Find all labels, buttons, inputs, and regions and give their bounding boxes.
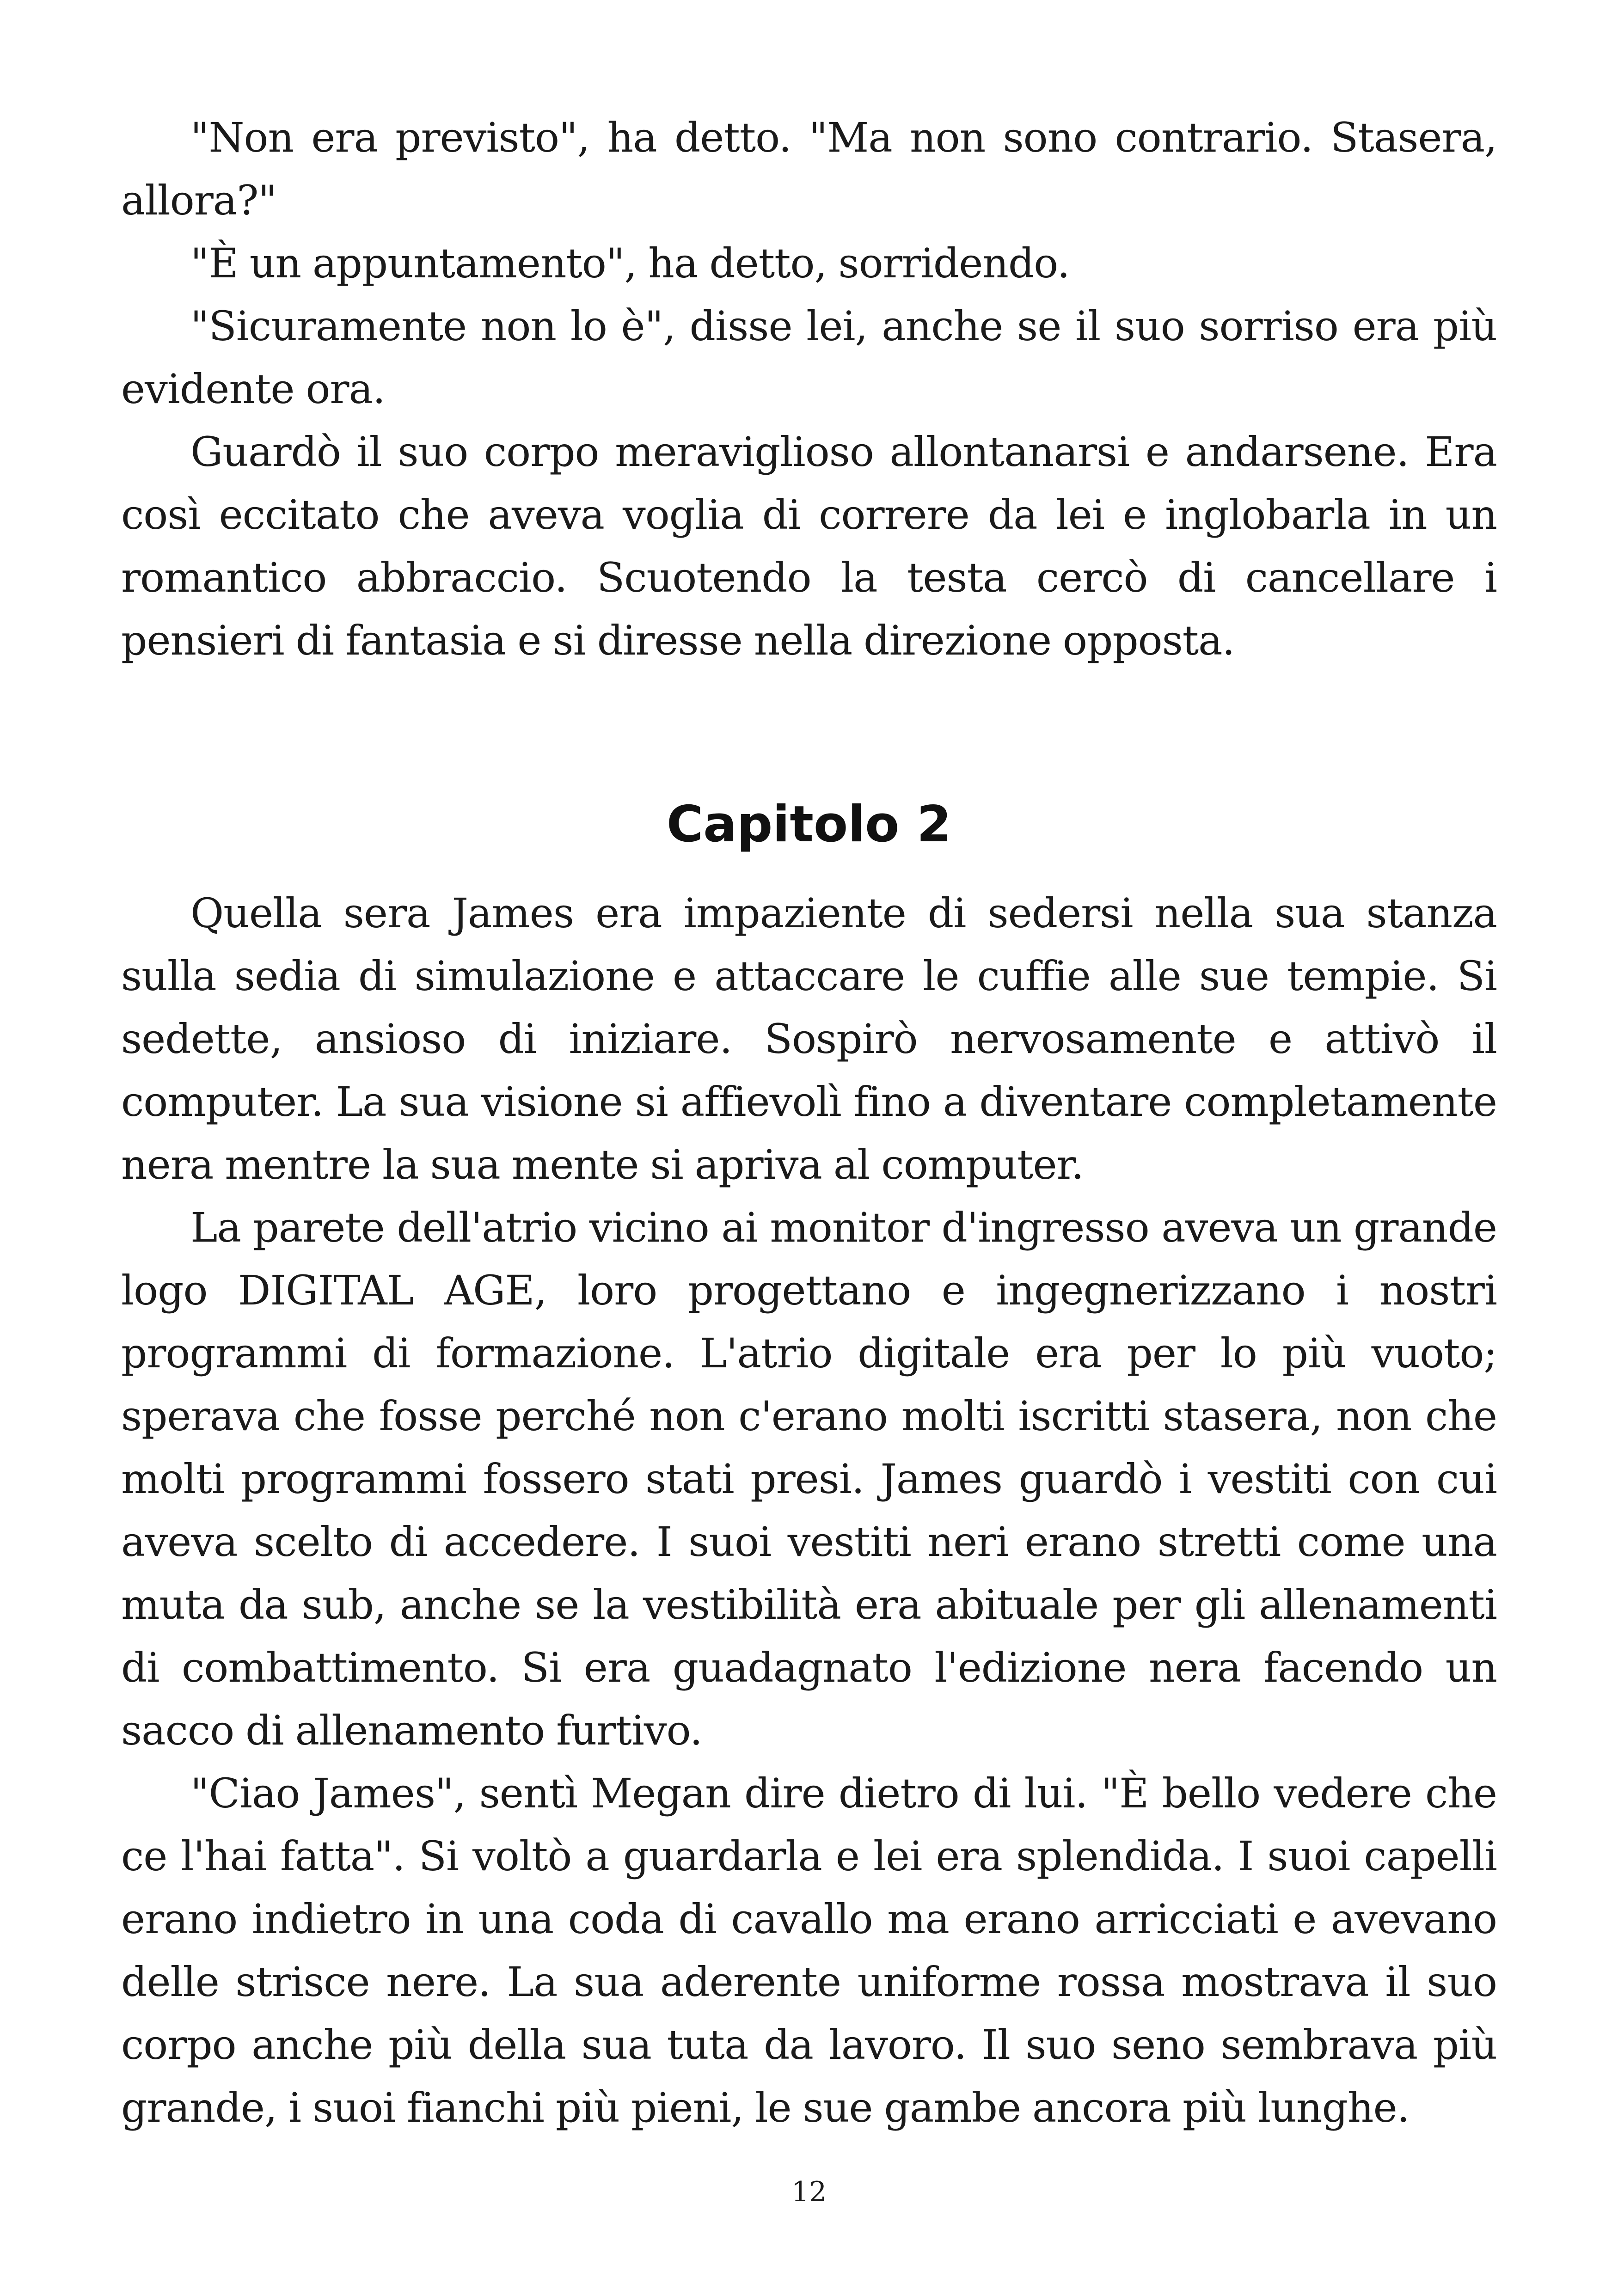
previous-chapter-ending — [121, 106, 1497, 672]
chapter-heading: Capitolo 2 — [666, 796, 952, 853]
book-page — [121, 106, 1497, 2139]
paragraph: Quella sera James era impaziente di sedersi nella sua stanza sulla sedia di simulazione e attaccare le cuffie alle sue tempie. Si sedette, ansioso di iniziare. Sospirò nervosamente e attivò il computer. La sua visione si affievolì fino a diventare completamente nera mentre la sua mente si apriva al computer. — [121, 889, 1497, 1188]
page-number: 12 — [791, 2176, 827, 2208]
paragraph: "Sicuramente non lo è", disse lei, anche se il suo sorriso era più evidente ora. — [121, 302, 1497, 413]
chapter-body — [121, 882, 1497, 2139]
paragraph: Guardò il suo corpo meraviglioso allontanarsi e andarsene. Era così eccitato che aveva voglia di correre da lei e inglobarla in un romantico abbraccio. Scuotendo la testa cercò di cancellare i pensieri di fantasia e si diresse nella direzione opposta. — [121, 428, 1497, 664]
paragraph: La parete dell'atrio vicino ai monitor d'ingresso aveva un grande logo DIGITAL AGE, loro progettano e ingegnerizzano i nostri programmi di formazione. L'atrio digitale era per lo più vuoto; sperava che fosse perché non c'erano molti iscritti stasera, non che molti programmi fossero stati presi. James guardò i vestiti con cui aveva scelto di accedere. I suoi vestiti neri erano stretti come una muta da sub, anche se la vestibilità era abituale per gli allenamenti di combattimento. Si era guadagnato l'edizione nera facendo un sacco di allenamento furtivo. — [121, 1204, 1497, 1754]
paragraph: "È un appuntamento", ha detto, sorridendo. — [190, 239, 1070, 287]
paragraph: "Ciao James", sentì Megan dire dietro di lui. "È bello vedere che ce l'hai fatta". Si voltò a guardarla e lei era splendida. I suoi capelli erano indietro in una coda di cavallo ma erano arricciati e avevano delle strisce nere. La sua aderente uniforme rossa mostrava il suo corpo anche più della sua tuta da lavoro. Il suo seno sembrava più grande, i suoi fianchi più pieni, le sue gambe ancora più lunghe. — [121, 1769, 1497, 2131]
paragraph: "Non era previsto", ha detto. "Ma non sono contrario. Stasera, allora?" — [121, 114, 1497, 224]
